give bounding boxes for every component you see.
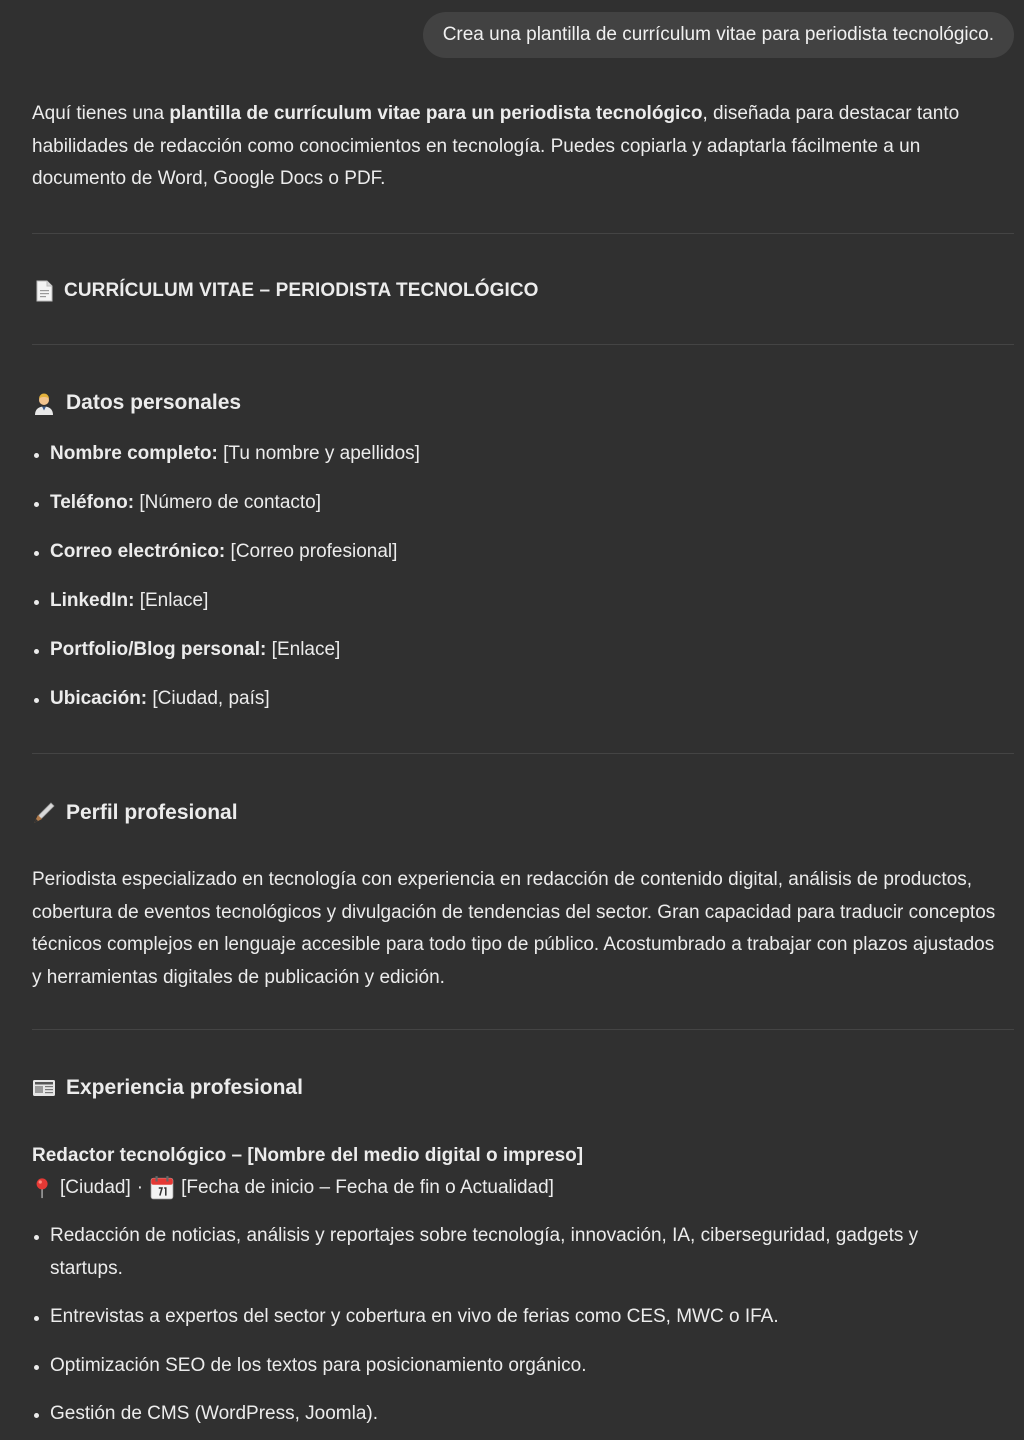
personal-data-list <box>32 438 992 716</box>
intro-text-start: Aquí tienes una <box>32 103 170 124</box>
pen-icon <box>32 801 56 825</box>
list-item: Portfolio/Blog personal: [Enlace] <box>32 634 992 667</box>
list-item: Correo electrónico: [Correo profesional] <box>32 536 992 569</box>
meta-separator: · <box>136 1177 144 1198</box>
page-icon <box>32 279 56 303</box>
section-title-personal <box>32 388 241 418</box>
list-item: Gestión de CMS (WordPress, Joomla). <box>32 1398 992 1431</box>
section-title-profile <box>32 798 238 828</box>
experience-list <box>32 1220 992 1431</box>
list-item: Redacción de noticias, análisis y reportajes sobre tecnología, innovación, IA, ciberseguridad, gadgets y startups. <box>32 1220 992 1285</box>
list-item: Ubicación: [Ciudad, país] <box>32 683 992 716</box>
document-title <box>32 276 539 306</box>
divider <box>32 233 1014 234</box>
section-title-text: Datos personales <box>66 391 242 414</box>
divider <box>32 1029 1014 1030</box>
job-meta <box>32 1172 554 1204</box>
section-title-text: Perfil profesional <box>66 801 238 824</box>
document-title-text: CURRÍCULUM VITAE – PERIODISTA TECNOLÓGICO <box>64 280 539 301</box>
profile-paragraph: Periodista especializado en tecnología con experiencia en redacción de contenido digital, análisis de productos, cobertura de eventos tecnológicos y divulgación de tendencias del sector. Gran capacidad para traducir conceptos técnicos complejos en lenguaje accesible para todo tipo de público. Acostumbrado a trabajar con plazos ajustados y herramientas digitales de publicación y edición. <box>32 869 996 988</box>
job-dates: [Fecha de inicio – Fecha de fin o Actualidad] <box>181 1177 554 1198</box>
divider <box>32 344 1014 345</box>
job-location: [Ciudad] <box>60 1177 131 1198</box>
list-item: Optimización SEO de los textos para posicionamiento orgánico. <box>32 1350 992 1383</box>
intro-paragraph <box>32 98 1007 196</box>
user-message-bubble: Crea una plantilla de currículum vitae para periodista tecnológico. <box>423 12 1014 58</box>
intro-text-end: , diseñada para destacar tanto habilidades de redacción como conocimientos en tecnología. Puedes copiarla y adaptarla fácilmente a un documento de Word, Google Docs o PDF. <box>32 103 960 189</box>
section-title-experience <box>32 1073 303 1103</box>
list-item: Nombre completo: [Tu nombre y apellidos] <box>32 438 992 471</box>
divider <box>32 753 1014 754</box>
pin-icon <box>32 1177 54 1199</box>
calendar-icon <box>149 1175 175 1201</box>
list-item: Entrevistas a expertos del sector y cobertura en vivo de ferias como CES, MWC o IFA. <box>32 1301 992 1334</box>
list-item: LinkedIn: [Enlace] <box>32 585 992 618</box>
list-item: Teléfono: [Número de contacto] <box>32 487 992 520</box>
job-title: Redactor tecnológico – [Nombre del medio digital o impreso] <box>32 1145 584 1166</box>
intro-text-bold: plantilla de currículum vitae para un periodista tecnológico <box>169 103 703 124</box>
person-icon <box>32 391 56 415</box>
section-title-text: Experiencia profesional <box>66 1076 303 1099</box>
newspaper-icon <box>32 1076 56 1100</box>
